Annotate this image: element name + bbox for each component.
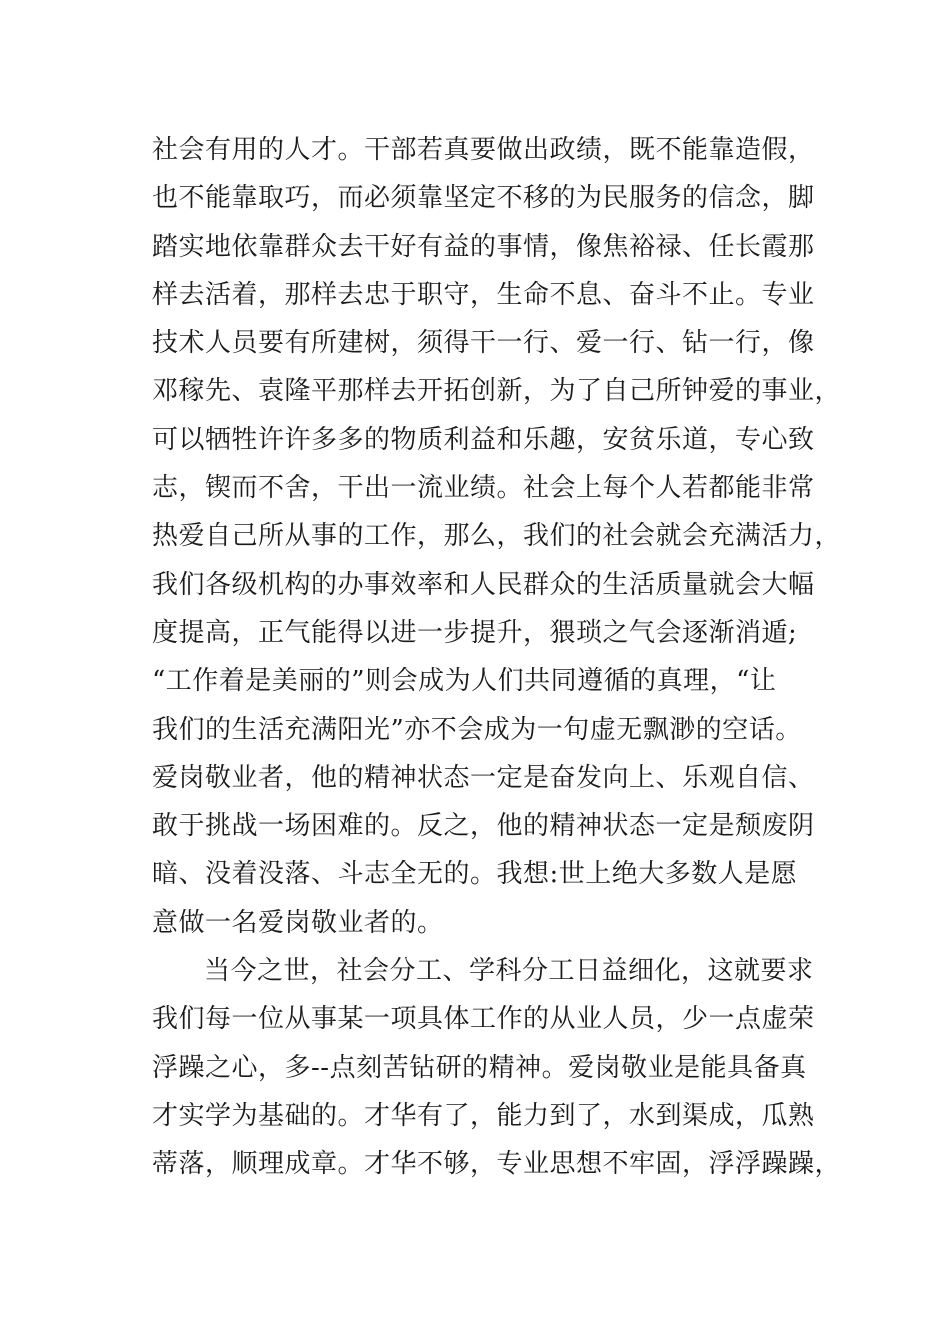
- text-line: 暗、没着没落、斗志全无的。我想:世上绝大多数人是愿: [152, 859, 798, 890]
- text-line: 志，锲而不舍，干出一流业绩。社会上每个人若都能非常: [152, 473, 815, 504]
- text-line: 蒂落，顺理成章。才华不够，专业思想不牢固，浮浮躁躁，: [152, 1149, 842, 1180]
- text-line: 度提高，正气能得以进一步提升，猥琐之气会逐渐消遁;: [152, 617, 798, 648]
- text-line: 热爱自己所从事的工作，那么，我们的社会就会充满活力，: [152, 521, 842, 552]
- text-line: 也不能靠取巧，而必须靠坚定不移的为民服务的信念，脚: [152, 183, 815, 214]
- text-line: 社会有用的人才。干部若真要做出政绩，既不能靠造假，: [152, 135, 815, 165]
- text-line: 可以牺牲许许多多的物质利益和乐趣，安贫乐道，专心致: [152, 424, 815, 455]
- text-line: 踏实地依靠群众去干好有益的事情，像焦裕禄、任长霞那: [152, 231, 815, 262]
- text-line: 我们各级机构的办事效率和人民群众的生活质量就会大幅: [152, 569, 815, 600]
- text-line: 敢于挑战一场困难的。反之，他的精神状态一定是颓废阴: [152, 811, 815, 842]
- text-line: “工作着是美丽的”则会成为人们共同遵循的真理，“让: [152, 666, 777, 697]
- text-line: 才实学为基础的。才华有了，能力到了，水到渠成，瓜熟: [152, 1100, 815, 1131]
- text-line: 意做一名爱岗敬业者的。: [152, 907, 444, 938]
- text-line: 我们的生活充满阳光”亦不会成为一句虚无飘渺的空话。: [152, 714, 802, 745]
- text-line: 爱岗敬业者，他的精神状态一定是奋发向上、乐观自信、: [152, 762, 815, 793]
- paragraph-start-line: 当今之世，社会分工、学科分工日益细化，这就要求: [204, 956, 814, 987]
- text-line: 邓稼先、袁隆平那样去开拓创新，为了自己所钟爱的事业，: [152, 376, 842, 407]
- body-text: [152, 126, 842, 1189]
- text-line: 样去活着，那样去忠于职守，生命不息、奋斗不止。专业: [152, 279, 815, 310]
- text-line: 技术人员要有所建树，须得干一行、爱一行、钻一行，像: [152, 328, 815, 359]
- text-line: 浮躁之心，多--点刻苦钻研的精神。爱岗敬业是能具备真: [152, 1052, 807, 1083]
- text-line: 我们每一位从事某一项具体工作的从业人员，少一点虚荣: [152, 1004, 815, 1035]
